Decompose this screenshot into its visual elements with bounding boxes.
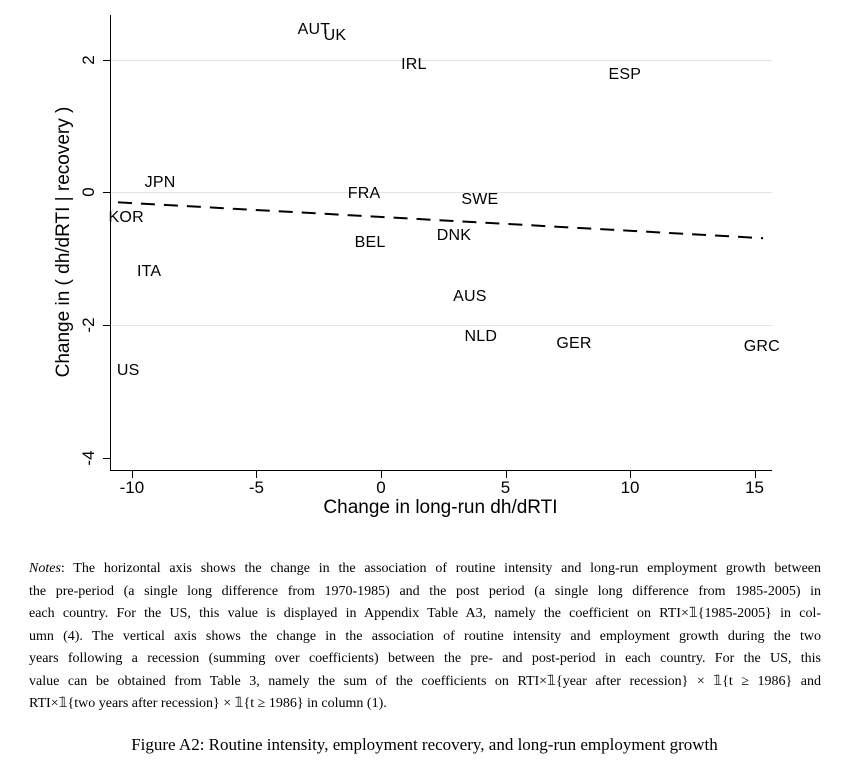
notes-line: umn (4). The vertical axis shows the change in the association of routine intensity and employment growth during the two (29, 628, 821, 644)
notes-line: years following a recession (summing over coefficients) between the pre- and post-period in each country. For the US, this (29, 651, 821, 666)
y-tick-label: 0 (79, 187, 98, 198)
notes-label: Notes (29, 561, 61, 576)
data-point-label: AUS (453, 288, 487, 306)
figure-caption: Figure A2: Routine intensity, employment recovery, and long-run employment growth (131, 735, 718, 754)
x-tick-label: -10 (119, 478, 145, 497)
y-tick-mark (103, 192, 111, 193)
x-tick-mark (256, 470, 257, 478)
data-point-label: SWE (461, 190, 499, 208)
x-tick-label: 0 (376, 478, 386, 497)
notes-line: RTI×𝟙{two years after recession} × 𝟙{t ≥ 1986} in column (1). (29, 696, 387, 711)
data-point-label: DNK (436, 227, 472, 245)
data-point-label: GRC (743, 338, 780, 356)
plot-area (79, 15, 780, 497)
x-tick-mark (630, 470, 631, 478)
data-point-label: ITA (136, 263, 162, 281)
notes-line: value can be obtained from Table 3, namely the sum of the coefficients on RTI×𝟙{year after recession} × 𝟙{t ≥ 1986} and (29, 673, 821, 689)
data-point-label: GER (556, 335, 592, 353)
x-tick-mark (381, 470, 382, 478)
y-tick-label: 2 (79, 54, 98, 65)
x-tick-mark (506, 470, 507, 478)
gridline (111, 60, 772, 61)
notes-line: each country. For the US, this value is displayed in Appendix Table A3, namely the coefficient on RTI×𝟙{1985-2005} in col- (29, 606, 821, 621)
data-point-label: ESP (608, 65, 642, 83)
x-axis-title: Change in long-run dh/dRTI (323, 497, 558, 518)
data-point-label: IRL (401, 55, 427, 73)
x-tick-mark (132, 470, 133, 478)
data-point-label: AUT (297, 21, 331, 39)
y-tick-mark (103, 458, 111, 459)
notes-section (29, 558, 821, 716)
y-tick-mark (103, 325, 111, 326)
data-point-label: NLD (464, 328, 498, 346)
notes-line: the pre-period (a single long difference from 1970-1985) and the post period (a single long difference from 1985-2005) in (29, 583, 821, 599)
x-tick-label: 15 (745, 478, 765, 497)
y-axis-title: Change in ( dh/dRTI | recovery ) (53, 106, 74, 378)
y-tick-label: -2 (79, 317, 98, 333)
x-tick-label: -5 (248, 478, 264, 497)
gridline (111, 192, 772, 193)
x-tick-label: 5 (500, 478, 511, 497)
data-point-label: BEL (354, 234, 386, 252)
x-tick-mark (755, 470, 756, 478)
notes-text: : The horizontal axis shows the change in the association of routine intensity and long-run employment growth between (60, 561, 821, 576)
notes-line (29, 558, 821, 581)
y-tick-mark (103, 60, 111, 61)
data-point-label: FRA (347, 185, 381, 203)
data-point-label: UK (323, 27, 347, 45)
data-point-label: KOR (108, 209, 144, 227)
data-point-label: JPN (144, 174, 176, 192)
x-tick-label: 10 (620, 478, 640, 497)
gridline (111, 325, 772, 326)
y-tick-label: -4 (79, 450, 98, 466)
data-point-label: US (116, 362, 140, 380)
